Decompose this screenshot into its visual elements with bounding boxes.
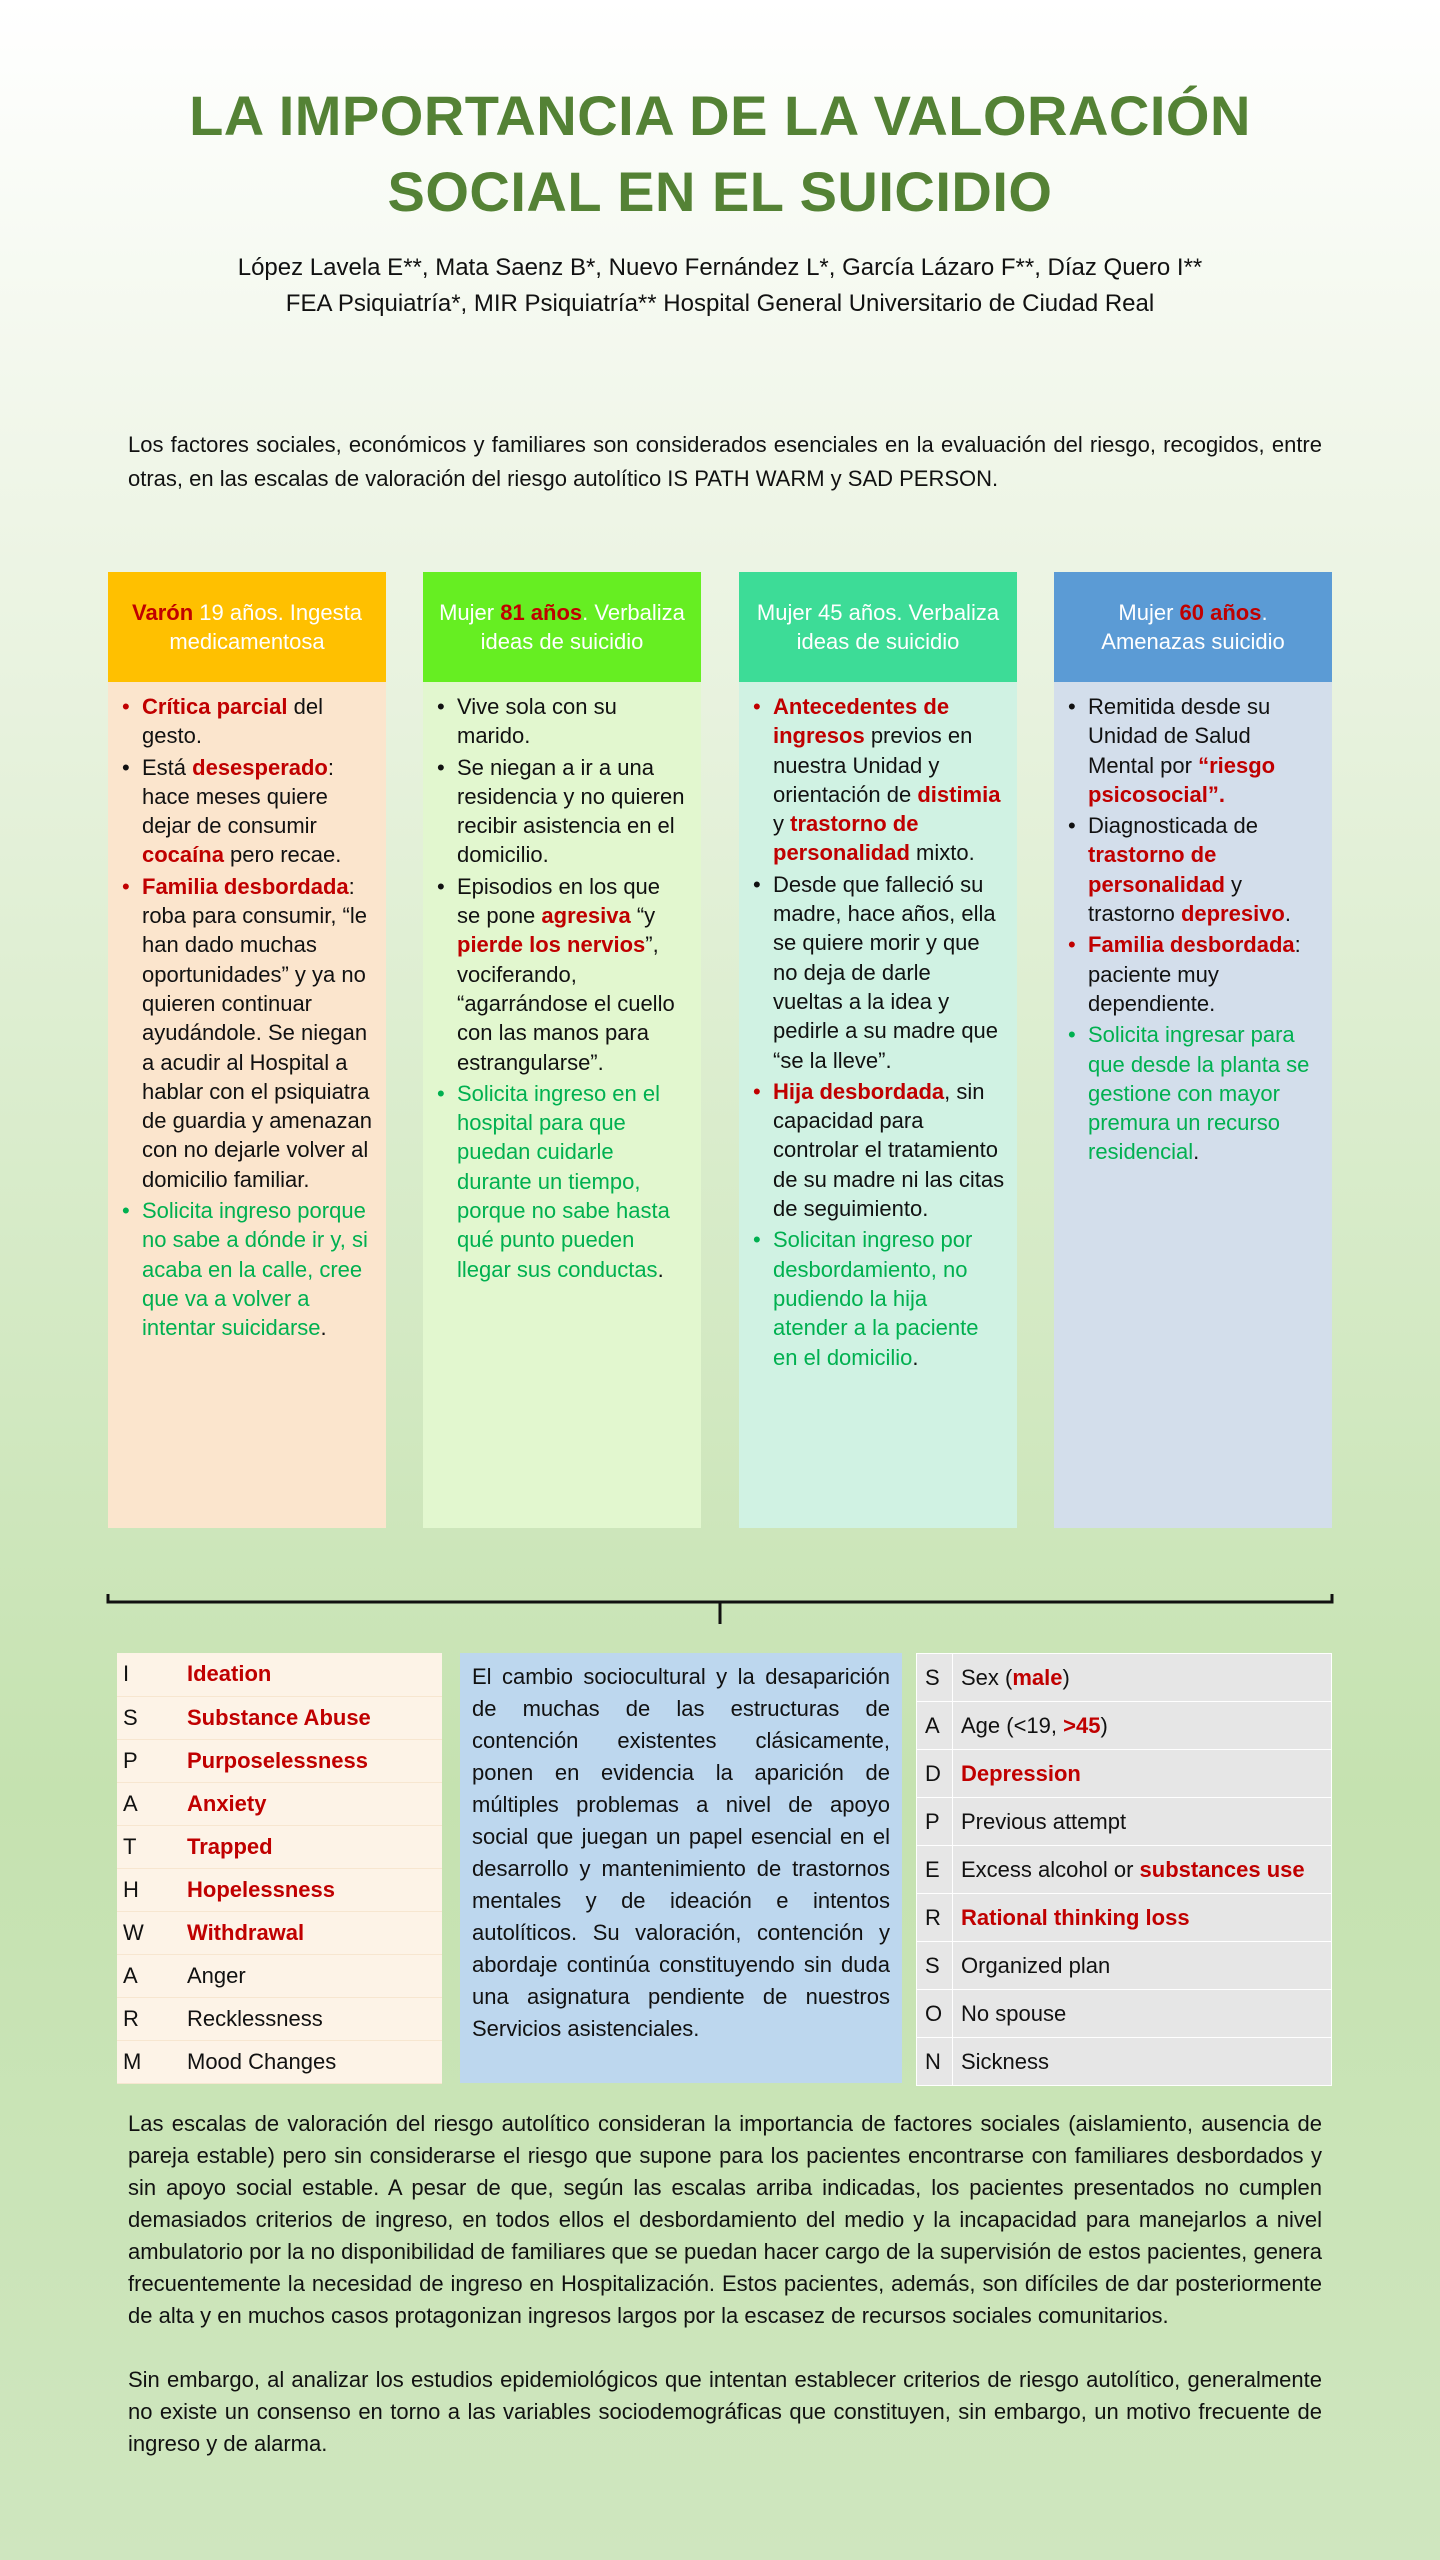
acronym-term: Mood Changes [181, 2040, 442, 2083]
acronym-letter: P [917, 1798, 953, 1846]
acronym-term [953, 2038, 1332, 2086]
case-card-body [739, 682, 1017, 1528]
acronym-term [953, 1798, 1332, 1846]
highlight-text: Depression [961, 1760, 1081, 1786]
request-text: Solicita ingreso porque no sabe a dónde ir y, si acaba en la calle, cree que va a volver a intentar suicidarse [142, 1198, 368, 1341]
case-bullet [120, 1196, 374, 1342]
is-path-warm-row [117, 2040, 442, 2083]
text-run: Episodios en los que se pone [457, 873, 661, 929]
text-run: y trastorno [1088, 871, 1243, 927]
acronym-letter: D [917, 1750, 953, 1798]
acronym-term [953, 1846, 1332, 1894]
case-card-header [739, 572, 1017, 682]
case-card-body [1054, 682, 1332, 1528]
case-bullet [1066, 811, 1320, 928]
text-run: . [657, 1256, 664, 1282]
case-bullet [751, 692, 1005, 868]
title-line-1: LA IMPORTANCIA DE LA VALORACIÓN [189, 84, 1251, 147]
text-run: : hace meses quiere dejar de consumir [142, 754, 334, 839]
sad-persons-row [917, 1798, 1332, 1846]
text-run: . [1284, 901, 1291, 927]
is-path-warm-row [117, 1911, 442, 1954]
case-card-1 [108, 572, 386, 1528]
sociocultural-change-text: El cambio sociocultural y la desaparición de muchas de las estructuras de contención existentes clásicamente, ponen en evidencia la aparición de múltiples problemas a nivel de apoyo social que juegan un papel esencial en el desarrollo y mantenimiento de trastornos mentales y de ideación e intentos autolíticos. Su valoración, contención y abordaje continúa constituyendo sin duda una asignatura pendiente de nuestros Servicios asistenciales. [460, 1653, 902, 2083]
acronym-letter: W [117, 1911, 181, 1954]
text-run: Remitida desde su Unidad de Salud Mental por [1088, 694, 1271, 778]
case-bullet [435, 692, 689, 751]
case-bullet [120, 753, 374, 870]
highlight-text: 60 años [1179, 600, 1262, 625]
acronym-term [953, 1750, 1332, 1798]
text-run: . Verbaliza ideas de suicidio [480, 600, 685, 654]
acronym-term: Trapped [181, 1825, 442, 1868]
case-bullet [120, 872, 374, 1194]
acronym-term [953, 1990, 1332, 2038]
highlight-text: Hija desbordada [773, 1078, 945, 1104]
sad-persons-row [917, 1990, 1332, 2038]
case-bullet [1066, 692, 1320, 809]
sad-persons-row [917, 1894, 1332, 1942]
acronym-letter: E [917, 1846, 953, 1894]
text-run: : paciente muy dependiente. [1088, 932, 1301, 1016]
sad-persons-row [917, 1702, 1332, 1750]
highlight-text: depresivo [1180, 901, 1285, 927]
highlight-text: Familia desbordada [142, 873, 349, 899]
affiliation: FEA Psiquiatría*, MIR Psiquiatría** Hospital General Universitario de Ciudad Real [285, 290, 1155, 317]
highlight-text: Antecedentes de ingresos [773, 694, 950, 749]
curly-bracket [105, 1592, 1335, 1632]
is-path-warm-row [117, 1739, 442, 1782]
acronym-term: Anxiety [181, 1782, 442, 1825]
sad-persons-table [916, 1653, 1332, 2086]
highlight-text: >45 [1063, 1712, 1101, 1738]
acronym-letter: A [917, 1702, 953, 1750]
request-text: Solicita ingreso en el hospital para que puedan cuidarle durante un tiempo, porque no sabe hasta qué punto pueden llegar sus conductas [457, 1080, 670, 1282]
highlight-text: cocaína [142, 842, 224, 868]
text-run: pero recae. [223, 842, 342, 868]
text-run: . [320, 1315, 327, 1341]
highlight-text: Crítica parcial [142, 694, 288, 719]
acronym-term: Withdrawal [181, 1911, 442, 1954]
acronym-term: Hopelessness [181, 1868, 442, 1911]
case-bullet [751, 1225, 1005, 1371]
conclusion-paragraph-1: Las escalas de valoración del riesgo autolítico consideran la importancia de factores sociales (aislamiento, ausencia de pareja estable) pero sin considerarse el riesgo que supone para los pacientes encontrarse con familiares desbordados y sin apoyo social estable. A pesar de que, según las escalas arriba indicadas, los pacientes presentados no cumplen demasiados criterios de ingreso, en todos ellos el desbordamiento del medio y la incapacidad para manejarlos a nivel ambulatorio por la no disponibilidad de familiares que se puedan hacer cargo de la supervisión de estos pacientes, genera frecuentemente la necesidad de ingreso en Hospitalización. Estos pacientes, además, son difíciles de dar posteriormente de alta y en muchos casos protagonizan ingresos largos por la escasez de recursos sociales comunitarios. [128, 2111, 1322, 2328]
sad-persons-row [917, 1750, 1332, 1798]
acronym-letter: S [917, 1654, 953, 1702]
acronym-term: Purposelessness [181, 1739, 442, 1782]
case-card-4 [1054, 572, 1332, 1528]
case-bullet [120, 692, 374, 751]
text-run: ”, vociferando, “agarrándose el cuello con las manos para estrangularse”. [457, 932, 675, 1075]
highlight-text: pierde los nervios [457, 932, 646, 958]
acronym-letter: T [117, 1825, 181, 1868]
intro-paragraph: Los factores sociales, económicos y familiares son considerados esenciales en la evaluación del riesgo, recogidos, entre otras, en las escalas de valoración del riesgo autolítico IS PATH WARM y SAD PERSON. [128, 432, 1322, 491]
text-run: Vive sola con su marido. [457, 694, 617, 749]
text-run: No spouse [961, 2000, 1067, 2026]
is-path-warm-row [117, 1653, 442, 1696]
is-path-warm-row [117, 1954, 442, 1997]
case-card-3 [739, 572, 1017, 1528]
text-run: . Amenazas suicidio [1101, 600, 1285, 654]
title-line-2: SOCIAL EN EL SUICIDIO [387, 160, 1053, 223]
acronym-term: Ideation [181, 1653, 442, 1696]
sad-persons-row [917, 1942, 1332, 1990]
highlight-text: agresiva [541, 903, 631, 929]
highlight-text: Varón [132, 600, 194, 625]
acronym-term: Substance Abuse [181, 1696, 442, 1739]
acronym-letter: A [117, 1954, 181, 1997]
acronym-term [953, 1942, 1332, 1990]
text-run: Mujer [1118, 600, 1180, 625]
is-path-warm-row [117, 1997, 442, 2040]
text-run: Sex ( [961, 1664, 1013, 1690]
text-run: Está [142, 754, 193, 780]
text-run: Sickness [961, 2048, 1050, 2074]
acronym-letter: R [917, 1894, 953, 1942]
case-card-header [108, 572, 386, 682]
acronym-letter: N [917, 2038, 953, 2086]
text-run: Previous attempt [961, 1808, 1127, 1834]
text-run: : roba para consumir, “le han dado muchas oportunidades” y ya no quieren continuar ayudándole. Se niegan a acudir al Hospital a hablar con el psiquiatra de guardia y amenazan con no dejarle volver al domicilio familiar. [142, 873, 372, 1192]
text-run: ) [1062, 1664, 1070, 1690]
sad-persons-row [917, 1846, 1332, 1894]
highlight-text: trastorno de personalidad [773, 811, 919, 866]
acronym-letter: S [917, 1942, 953, 1990]
text-run: Mujer 45 años. Verbaliza ideas de suicidio [756, 600, 1000, 654]
poster-title [0, 78, 1440, 230]
authors-list: López Lavela E**, Mata Saenz B*, Nuevo Fernández L*, García Lázaro F**, Díaz Quero I** [237, 254, 1203, 281]
text-run: Mujer [439, 600, 501, 625]
is-path-warm-row [117, 1696, 442, 1739]
acronym-letter: M [117, 2040, 181, 2083]
acronym-term [953, 1894, 1332, 1942]
case-card-2 [423, 572, 701, 1528]
text-run: Organized plan [961, 1952, 1111, 1978]
acronym-letter: S [117, 1696, 181, 1739]
highlight-text: trastorno de personalidad [1088, 842, 1225, 897]
highlight-text: Familia desbordada [1088, 932, 1295, 958]
case-bullet [435, 1079, 689, 1284]
text-run: Excess alcohol or [961, 1856, 1140, 1882]
is-path-warm-table [117, 1653, 442, 2084]
case-bullet [751, 870, 1005, 1075]
highlight-text: substances use [1139, 1856, 1305, 1882]
is-path-warm-row [117, 1782, 442, 1825]
highlight-text: male [1012, 1664, 1063, 1690]
case-card-header [1054, 572, 1332, 682]
case-bullet [1066, 930, 1320, 1018]
text-run: , sin capacidad para controlar el tratamiento de su madre ni las citas de seguimiento. [773, 1078, 1005, 1222]
highlight-text: “riesgo psicosocial”. [1088, 752, 1276, 807]
highlight-text: 81 años [500, 600, 583, 625]
text-run: Desde que falleció su madre, hace años, ella se quiere morir y que no deja de darle vueltas a la idea y pedirle a su madre que “se la lleve”. [773, 871, 999, 1073]
request-text: Solicita ingresar para que desde la planta se gestione con mayor premura un recurso residencial [1088, 1022, 1310, 1165]
conclusion-paragraph-2: Sin embargo, al analizar los estudios epidemiológicos que intentan establecer criterios de riesgo autolítico, generalmente no existe un consenso en torno a las variables sociodemográficas que constituyen, sin embargo, un motivo frecuente de ingreso y de alarma. [128, 2367, 1322, 2456]
text-run: y [773, 811, 791, 837]
is-path-warm-row [117, 1825, 442, 1868]
text-run: Age (<19, [961, 1712, 1064, 1738]
case-bullet [1066, 1020, 1320, 1166]
sad-persons-row [917, 1654, 1332, 1702]
case-card-body [423, 682, 701, 1528]
acronym-term: Recklessness [181, 1997, 442, 2040]
text-run: . [1193, 1139, 1200, 1165]
text-run: . [912, 1344, 919, 1370]
acronym-term [953, 1654, 1332, 1702]
text-run: ) [1100, 1712, 1108, 1738]
request-text: Solicitan ingreso por desbordamiento, no pudiendo la hija atender a la paciente en el domicilio [773, 1227, 979, 1370]
case-bullet [435, 872, 689, 1077]
authors-block [0, 250, 1440, 322]
acronym-letter: I [117, 1653, 181, 1696]
case-bullet [751, 1077, 1005, 1223]
text-run: “y [630, 903, 656, 929]
acronym-letter: P [117, 1739, 181, 1782]
case-card-body [108, 682, 386, 1528]
text-run: Diagnosticada de [1088, 813, 1259, 839]
text-run: mixto. [909, 840, 975, 866]
highlight-text: distimia [917, 781, 1001, 807]
highlight-text: desesperado [192, 754, 328, 780]
case-card-header [423, 572, 701, 682]
acronym-letter: O [917, 1990, 953, 2038]
acronym-letter: R [117, 1997, 181, 2040]
highlight-text: Rational thinking loss [961, 1904, 1190, 1930]
conclusion-block [128, 2108, 1322, 2492]
text-run: del gesto. [142, 694, 323, 749]
case-bullet [435, 753, 689, 870]
text-run: Se niegan a ir a una residencia y no quieren recibir asistencia en el domicilio. [457, 754, 685, 868]
is-path-warm-row [117, 1868, 442, 1911]
acronym-letter: H [117, 1868, 181, 1911]
acronym-term [953, 1702, 1332, 1750]
acronym-letter: A [117, 1782, 181, 1825]
text-run: 19 años. Ingesta medicamentosa [169, 600, 362, 654]
text-run: previos en nuestra Unidad y orientación de [773, 723, 973, 807]
sad-persons-row [917, 2038, 1332, 2086]
acronym-term: Anger [181, 1954, 442, 1997]
